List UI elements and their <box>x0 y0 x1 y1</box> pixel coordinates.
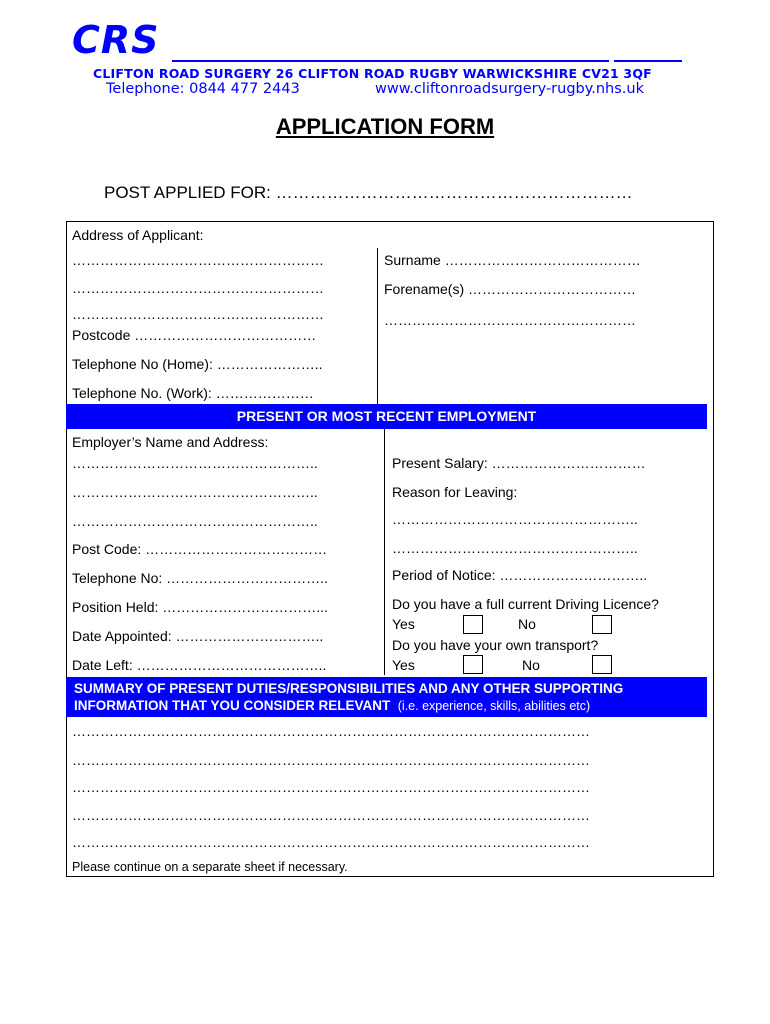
date-left-field[interactable]: Date Left: ………………………………….. <box>72 657 327 673</box>
summary-section-header <box>66 677 707 717</box>
date-appointed-field[interactable]: Date Appointed: ………………………….. <box>72 628 324 644</box>
employer-telephone-field[interactable]: Telephone No: …………………………….. <box>72 570 328 586</box>
post-applied-field[interactable]: POST APPLIED FOR: ……………………………………………………… <box>104 183 633 202</box>
summary-line-1[interactable]: ………………………………………………………………………………………………… <box>72 723 590 739</box>
employer-postcode-field[interactable]: Post Code: ………………………………… <box>72 541 328 557</box>
surgery-telephone: Telephone: 0844 477 2443 <box>106 81 300 97</box>
form-title: APPLICATION FORM <box>275 114 495 139</box>
driving-licence-question: Do you have a full current Driving Licence? <box>392 596 659 612</box>
postcode-field[interactable]: Postcode ………………………………… <box>72 327 317 343</box>
summary-footer-note: Please continue on a separate sheet if necessary. <box>72 860 348 874</box>
summary-heading-line-1: SUMMARY OF PRESENT DUTIES/RESPONSIBILITIES AND ANY OTHER SUPPORTING <box>74 681 624 696</box>
licence-yes-checkbox[interactable] <box>463 615 483 634</box>
applicant-column-divider <box>377 248 378 404</box>
surgery-logo: CRS <box>72 18 160 62</box>
employer-label: Employer’s Name and Address: <box>72 434 269 450</box>
employment-column-divider <box>384 429 385 675</box>
surgery-website[interactable]: www.cliftonroadsurgery-rugby.nhs.uk <box>375 81 644 97</box>
position-held-field[interactable]: Position Held: ……………………………... <box>72 599 328 615</box>
reason-for-leaving-label: Reason for Leaving: <box>392 484 518 500</box>
surname-field[interactable]: Surname …………………………………… <box>384 252 641 268</box>
reason-line-2[interactable]: …………………………………………….. <box>392 540 638 556</box>
reason-line-1[interactable]: …………………………………………….. <box>392 511 638 527</box>
summary-line-3[interactable]: ………………………………………………………………………………………………… <box>72 779 590 795</box>
summary-line-4[interactable]: ………………………………………………………………………………………………… <box>72 807 590 823</box>
address-line-2[interactable]: ……………………………………………… <box>72 280 324 296</box>
transport-yes-label: Yes <box>392 657 415 673</box>
transport-no-label: No <box>522 657 540 673</box>
telephone-work-field[interactable]: Telephone No. (Work): ………………… <box>72 385 314 401</box>
header-rule-short <box>614 60 682 62</box>
employment-heading: PRESENT OR MOST RECENT EMPLOYMENT <box>236 408 537 424</box>
transport-yes-checkbox[interactable] <box>463 655 483 674</box>
address-label: Address of Applicant: <box>72 227 204 243</box>
summary-heading-line-2: INFORMATION THAT YOU CONSIDER RELEVANT <box>74 698 391 713</box>
address-line-3[interactable]: ……………………………………………… <box>72 306 324 322</box>
forenames-continuation[interactable]: ……………………………………………… <box>384 312 636 328</box>
employer-line-1[interactable]: …………………………………………….. <box>72 455 318 471</box>
employer-line-3[interactable]: …………………………………………….. <box>72 513 318 529</box>
licence-yes-label: Yes <box>392 616 415 632</box>
surgery-address: CLIFTON ROAD SURGERY 26 CLIFTON ROAD RUGBY WARWICKSHIRE CV21 3QF <box>93 66 652 81</box>
forenames-field[interactable]: Forename(s) ……………………………… <box>384 281 637 297</box>
own-transport-question: Do you have your own transport? <box>392 637 599 653</box>
summary-line-5[interactable]: ………………………………………………………………………………………………… <box>72 834 590 850</box>
employer-line-2[interactable]: …………………………………………….. <box>72 484 318 500</box>
licence-no-label: No <box>518 616 536 632</box>
summary-heading-note: (i.e. experience, skills, abilities etc) <box>397 699 591 713</box>
header-rule <box>172 60 609 62</box>
transport-no-checkbox[interactable] <box>592 655 612 674</box>
licence-no-checkbox[interactable] <box>592 615 612 634</box>
present-salary-field[interactable]: Present Salary: …………………………… <box>392 455 646 471</box>
employment-section-header <box>66 404 707 429</box>
address-line-1[interactable]: ……………………………………………… <box>72 252 324 268</box>
period-of-notice-field[interactable]: Period of Notice: ………………………….. <box>392 567 648 583</box>
telephone-home-field[interactable]: Telephone No (Home): ………………….. <box>72 356 323 372</box>
summary-line-2[interactable]: ………………………………………………………………………………………………… <box>72 752 590 768</box>
